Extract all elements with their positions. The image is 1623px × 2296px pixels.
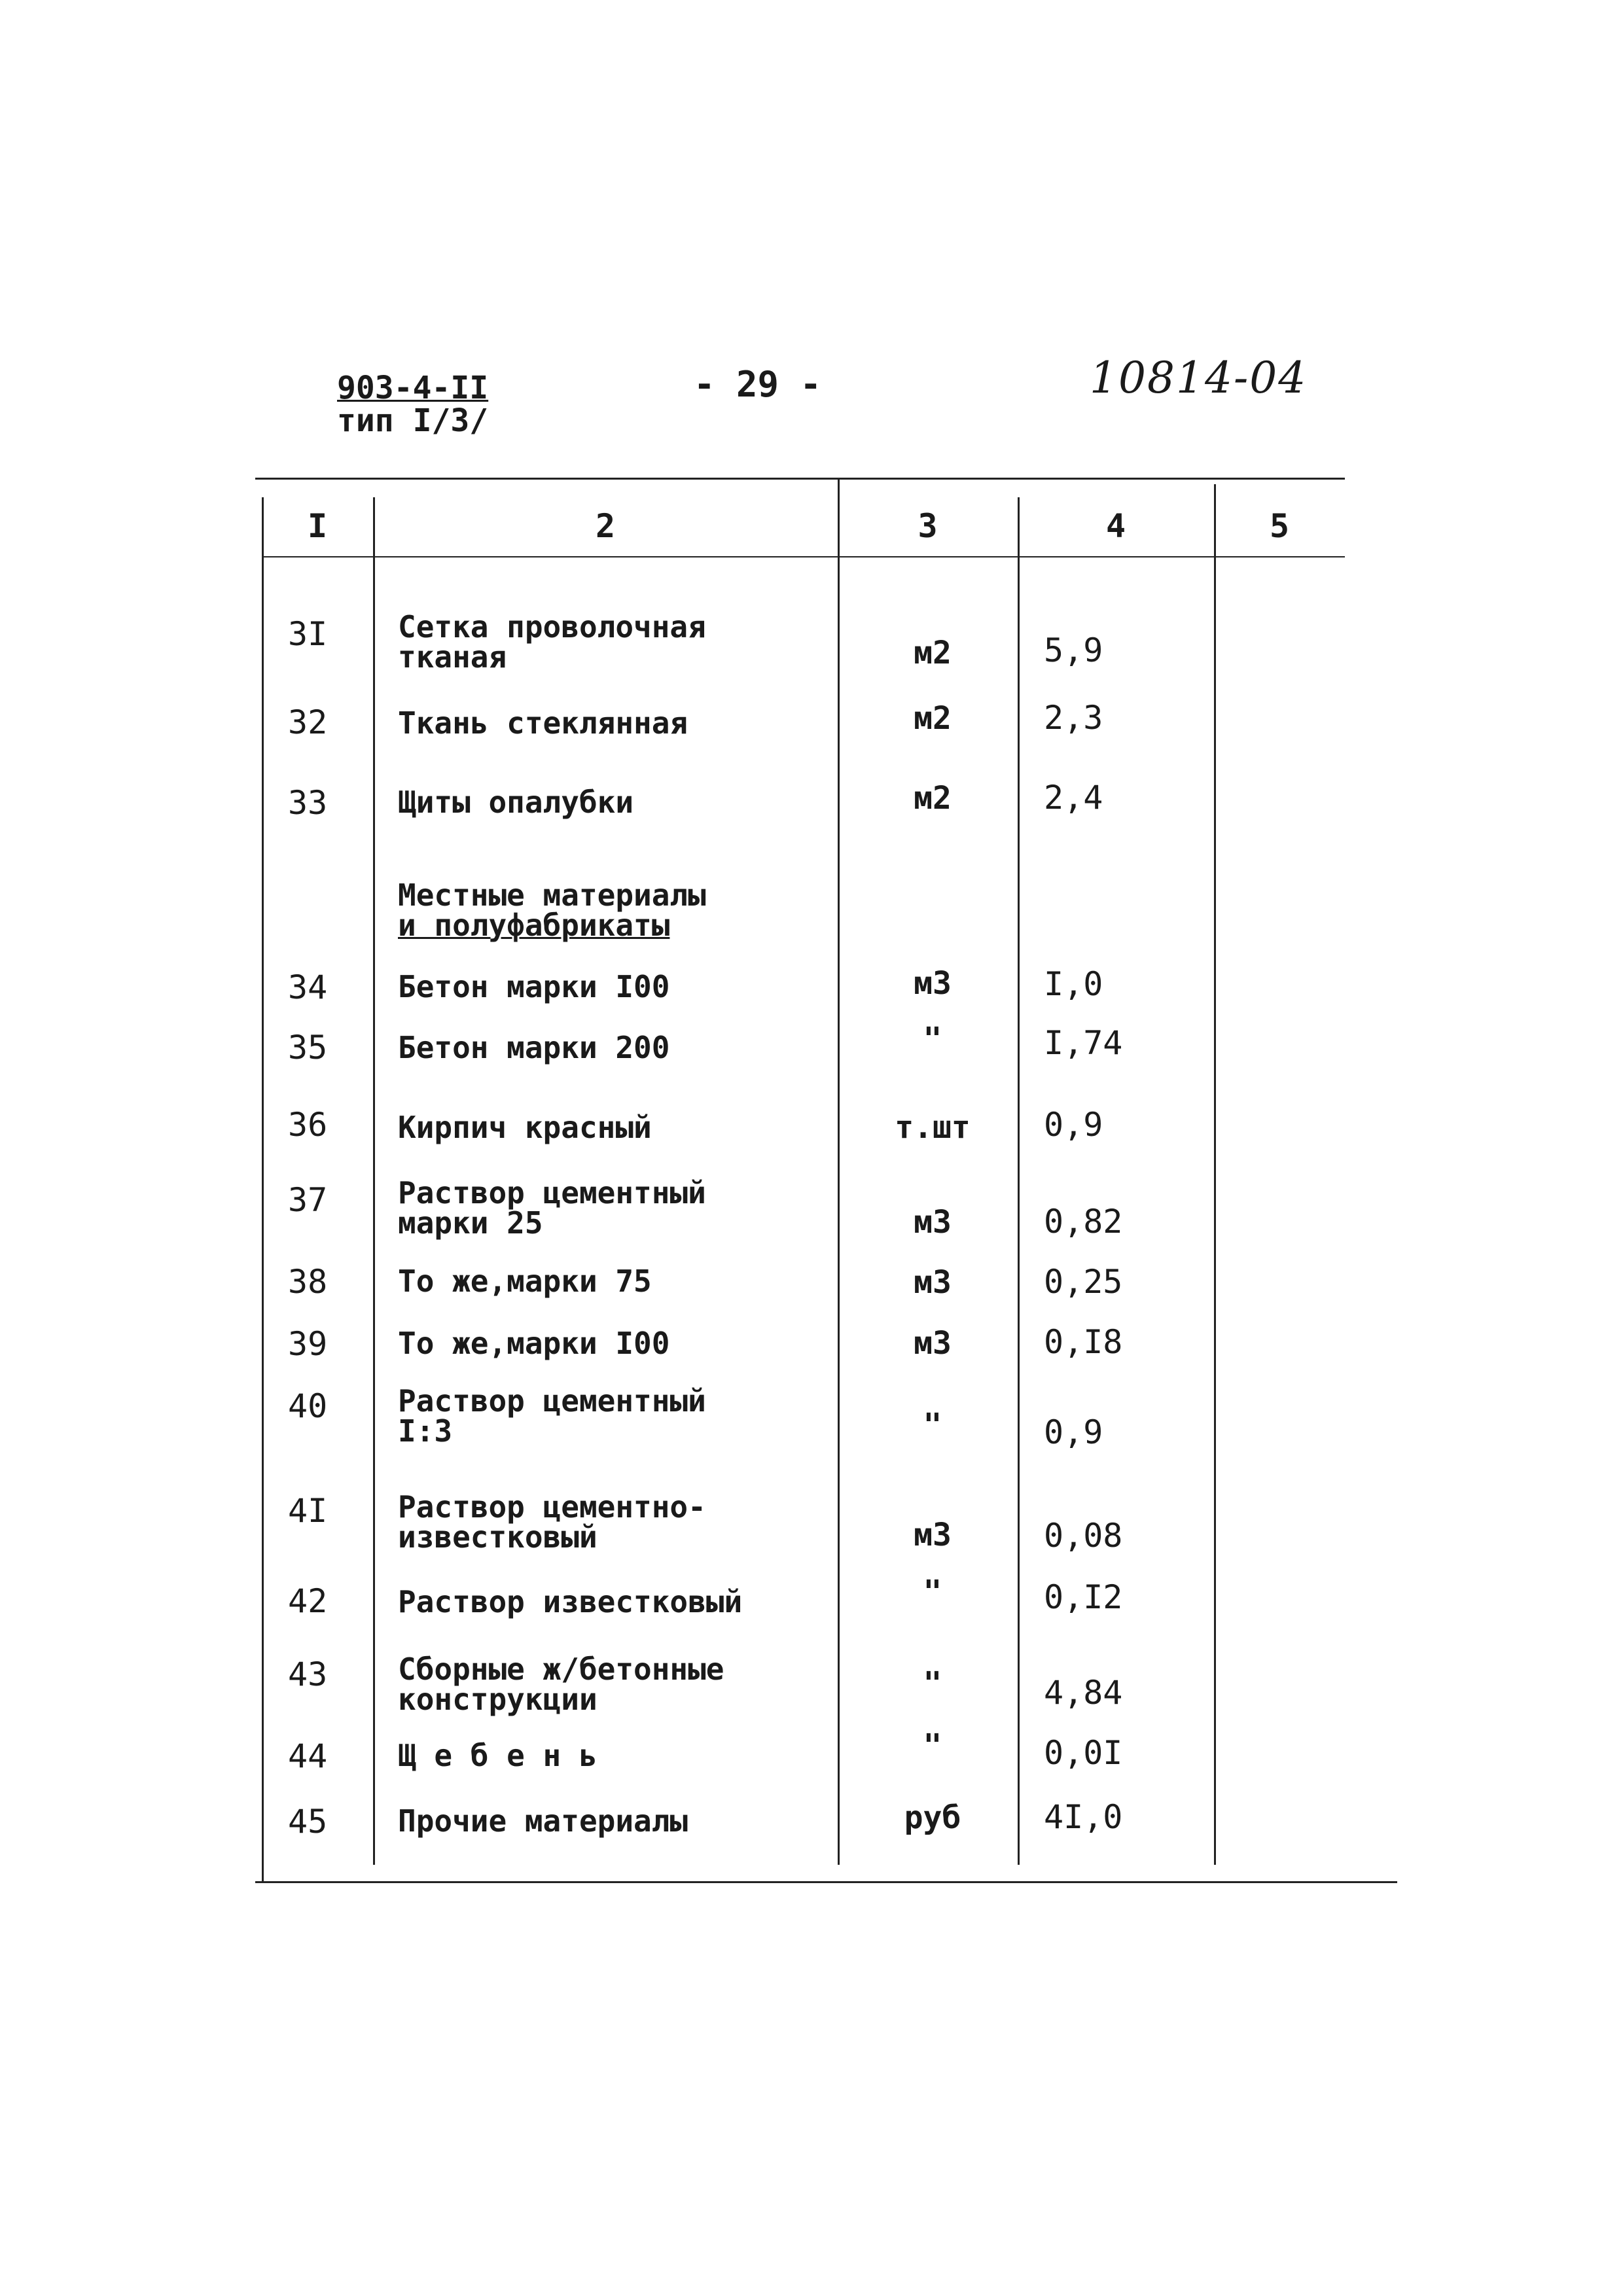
material-name-line: Раствор цементный (398, 1383, 706, 1419)
material-name (398, 609, 843, 675)
unit: " (923, 1407, 942, 1443)
material-name (398, 1651, 843, 1717)
column-header-1: I (307, 507, 328, 545)
row-number: 4I (288, 1492, 328, 1530)
material-name (398, 1030, 843, 1065)
unit: м2 (914, 780, 952, 817)
column-divider-1 (373, 497, 375, 1865)
material-name (398, 1803, 843, 1839)
handwritten-document-number: 10814-04 (1090, 353, 1308, 403)
unit: м3 (914, 1325, 952, 1362)
material-name (398, 1584, 843, 1619)
unit: т.шт (895, 1109, 971, 1146)
row-number: 35 (288, 1029, 328, 1067)
unit: " (923, 1574, 942, 1610)
quantity: 0,I8 (1044, 1323, 1123, 1361)
material-name-line: То же,марки I00 (398, 1326, 670, 1361)
quantity: 4I,0 (1044, 1798, 1123, 1836)
row-number: 36 (288, 1106, 328, 1144)
section-subheading (398, 877, 843, 943)
material-name-line: Раствор известковый (398, 1584, 743, 1619)
material-name-line: Раствор цементный (398, 1175, 706, 1210)
material-name (398, 705, 843, 741)
document-code: 903-4-II (337, 370, 489, 406)
quantity: 0,08 (1044, 1517, 1123, 1555)
material-name (398, 969, 843, 1004)
material-name (398, 1110, 843, 1145)
quantity: 0,I2 (1044, 1578, 1123, 1616)
column-divider-4 (1214, 484, 1216, 1865)
unit: м2 (914, 635, 952, 671)
row-number: 38 (288, 1263, 328, 1301)
quantity: 2,4 (1044, 779, 1103, 817)
unit: м3 (914, 1517, 952, 1553)
material-name-line: тканая (398, 639, 507, 675)
material-name-line: Бетон марки 200 (398, 1030, 670, 1065)
table-top-border (255, 478, 1345, 480)
material-name-line: известковый (398, 1519, 597, 1555)
column-header-2: 2 (595, 507, 616, 545)
unit: " (923, 1021, 942, 1057)
material-name-line: Щиты опалубки (398, 785, 634, 820)
material-name-line: Щ е б е н ь (398, 1738, 597, 1773)
row-number: 42 (288, 1582, 328, 1620)
quantity: 0,9 (1044, 1106, 1103, 1144)
subheading-line: Местные материалы (398, 877, 706, 913)
column-header-4: 4 (1105, 507, 1126, 545)
document-type: тип I/3/ (337, 402, 489, 439)
material-name-line: Бетон марки I00 (398, 969, 670, 1004)
subheading-line: и полуфабрикаты (398, 908, 670, 943)
quantity: 2,3 (1044, 699, 1103, 737)
quantity: 4,84 (1044, 1674, 1123, 1712)
row-number: 34 (288, 968, 328, 1006)
material-name-line: Ткань стеклянная (398, 705, 688, 741)
material-name-line: Сборные ж/бетонные (398, 1651, 724, 1687)
material-name (398, 1740, 843, 1771)
material-name-line: марки 25 (398, 1205, 543, 1241)
page-number: - 29 - (694, 364, 822, 405)
material-name (398, 1489, 843, 1555)
material-name-line: I:3 (398, 1413, 453, 1449)
table-bottom-border (255, 1881, 1397, 1883)
row-number: 39 (288, 1325, 328, 1363)
column-divider-left (262, 497, 264, 1881)
row-number: 32 (288, 703, 328, 741)
material-name-line: конструкции (398, 1682, 597, 1717)
material-name-line: Прочие материалы (398, 1803, 688, 1839)
row-number: 40 (288, 1387, 328, 1425)
unit: м3 (914, 1264, 952, 1301)
material-name (398, 1175, 843, 1241)
quantity: 0,82 (1044, 1203, 1123, 1241)
column-header-3: 3 (918, 507, 938, 545)
row-number: 37 (288, 1181, 328, 1219)
unit: м2 (914, 700, 952, 737)
column-header-5: 5 (1269, 507, 1290, 545)
unit: " (923, 1665, 942, 1702)
material-name-line: Кирпич красный (398, 1110, 652, 1145)
material-name-line: Сетка проволочная (398, 609, 706, 645)
quantity: I,74 (1044, 1024, 1123, 1062)
quantity: 0,25 (1044, 1263, 1123, 1301)
row-number: 43 (288, 1655, 328, 1693)
quantity: 5,9 (1044, 631, 1103, 669)
material-name-line: То же,марки 75 (398, 1263, 652, 1299)
material-name (398, 1383, 843, 1449)
row-number: 44 (288, 1737, 328, 1775)
material-name (398, 1263, 843, 1299)
unit: руб (904, 1799, 961, 1836)
row-number: 45 (288, 1803, 328, 1841)
quantity: 0,0I (1044, 1734, 1123, 1772)
unit: " (923, 1727, 942, 1764)
quantity: I,0 (1044, 965, 1103, 1003)
material-name (398, 785, 843, 820)
row-number: 3I (288, 615, 328, 653)
row-number: 33 (288, 784, 328, 822)
unit: м3 (914, 1204, 952, 1241)
material-name-line: Раствор цементно- (398, 1489, 706, 1525)
quantity: 0,9 (1044, 1413, 1103, 1451)
unit: м3 (914, 965, 952, 1002)
header-separator (262, 556, 1345, 557)
material-name (398, 1326, 843, 1361)
